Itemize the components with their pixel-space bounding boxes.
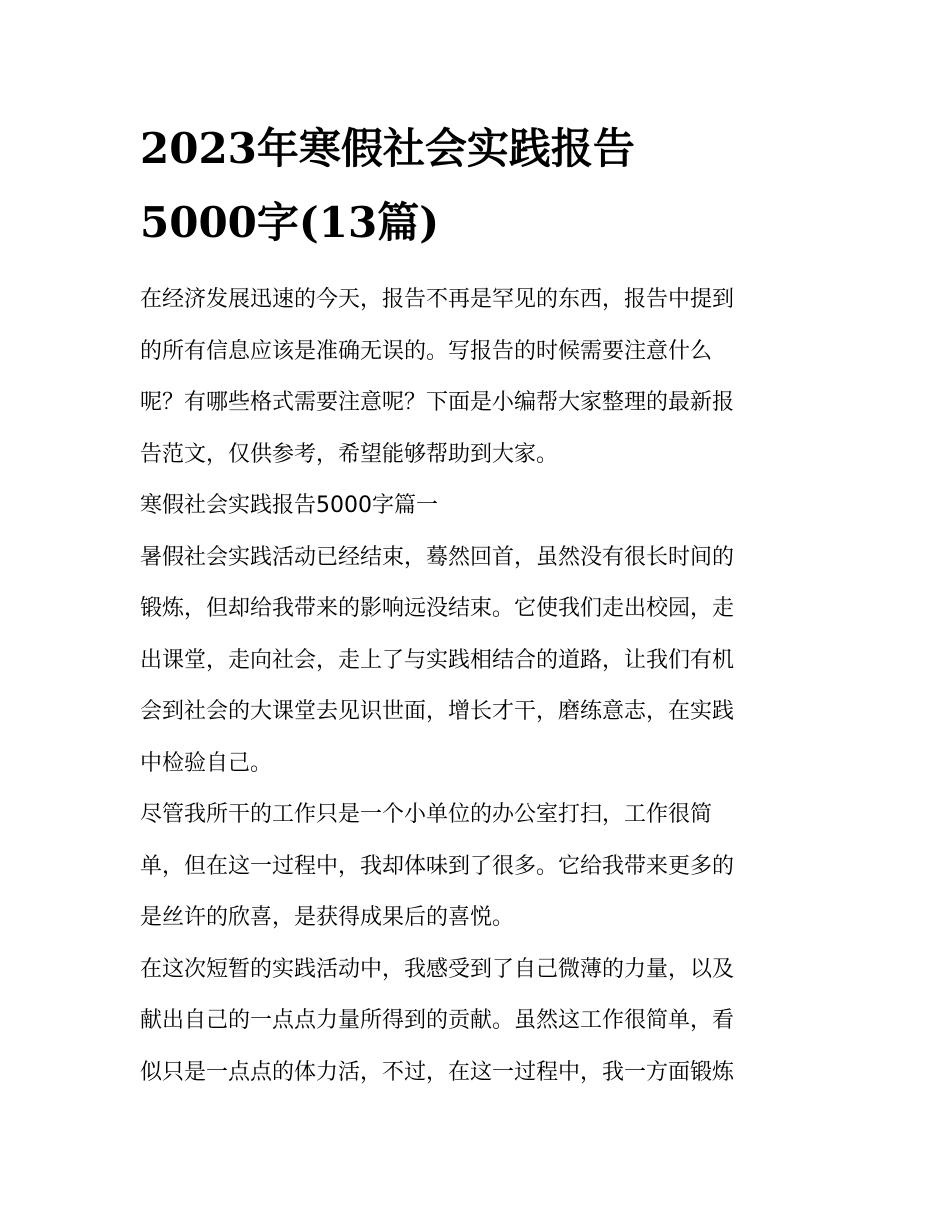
text-line: 尽管我所干的工作只是一个小单位的办公室打扫，工作很简 [140,802,713,827]
body-paragraph [140,944,820,1099]
document-title [140,112,820,260]
section-heading-text: 寒假社会实践报告5000字篇一 [140,493,438,518]
text-line: 献出自己的一点点力量所得到的贡献。虽然这工作很简单，看 [140,1008,735,1033]
text-line: 在经济发展迅速的今天，报告不再是罕见的东西，报告中提到 [140,287,735,312]
text-line: 暑假社会实践活动已经结束，蓦然回首，虽然没有很长时间的 [140,544,735,570]
document-body [140,274,820,1098]
text-line: 的所有信息应该是准确无误的。写报告的时候需要注意什么 [140,338,713,364]
body-paragraph [140,532,820,790]
text-line: 会到社会的大课堂去见识世面，增长才干，磨练意志，在实践 [140,699,735,724]
text-line: 单，但在这一过程中，我却体味到了很多。它给我带来更多的 [140,853,735,879]
body-paragraph [140,789,820,944]
text-line: 似只是一点点的体力活，不过，在这一过程中，我一方面锻炼 [140,1059,735,1085]
intro-paragraph [140,274,820,480]
text-line: 锻炼，但却给我带来的影响远没结束。它使我们走出校园，走 [140,596,735,621]
text-line: 是丝许的欣喜，是获得成果后的喜悦。 [140,905,515,930]
section-heading [140,480,820,532]
text-line: 在这次短暂的实践活动中，我感受到了自己微薄的力量，以及 [140,956,735,982]
text-line: 呢？有哪些格式需要注意呢？下面是小编帮大家整理的最新报 [140,390,735,415]
text-line: 告范文，仅供参考，希望能够帮助到大家。 [140,441,559,467]
title-line-2: 5000字(13篇) [140,198,440,247]
text-line: 出课堂，走向社会，走上了与实践相结合的道路，让我们有机 [140,647,735,673]
text-line: 中检验自己。 [140,750,273,776]
title-line-1: 2023年寒假社会实践报告 [140,124,635,173]
